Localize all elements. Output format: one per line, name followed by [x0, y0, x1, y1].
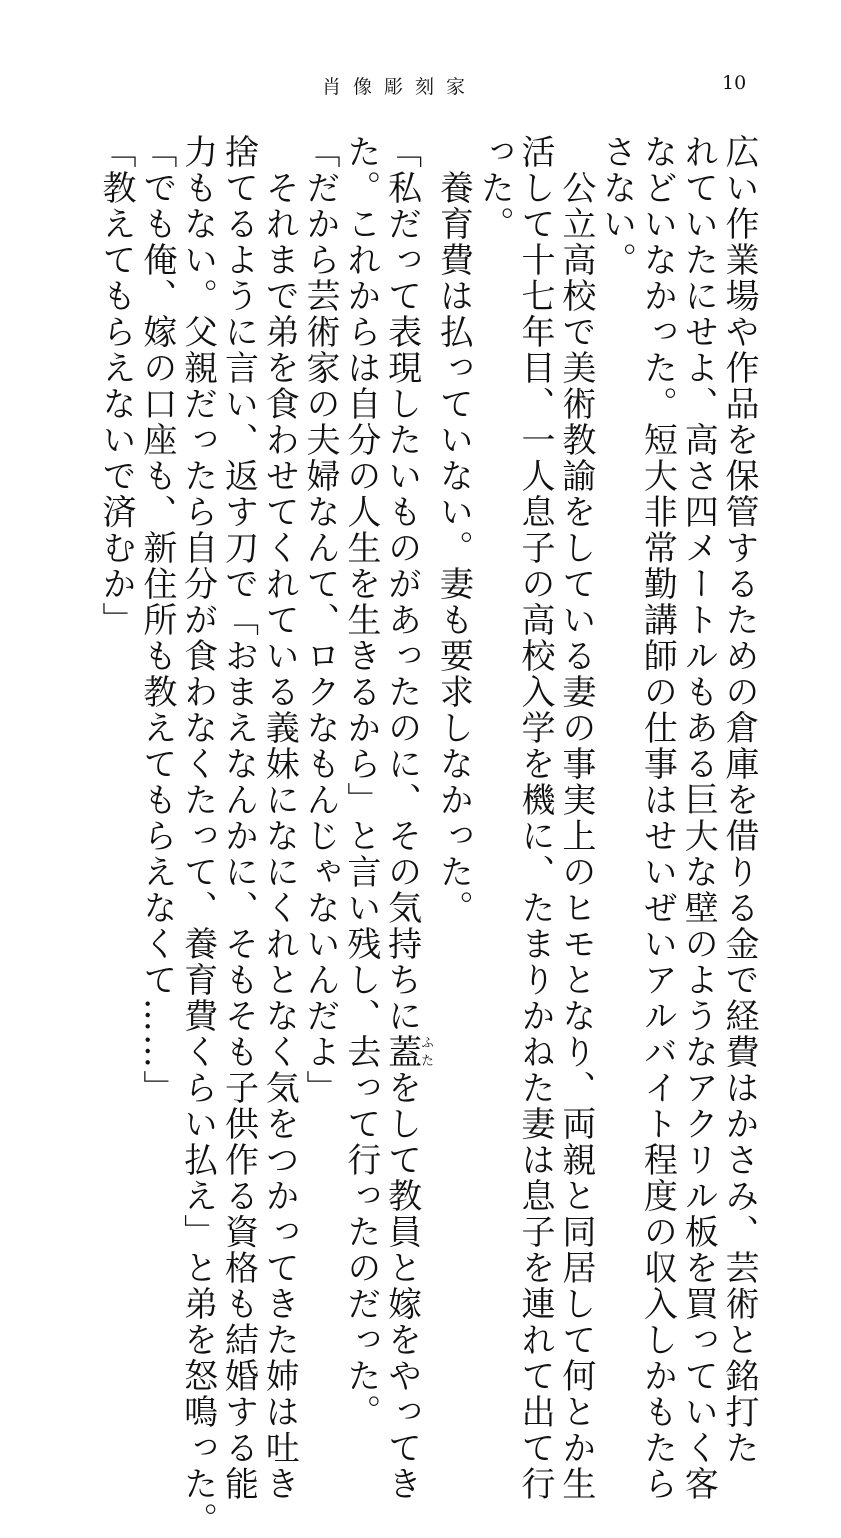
text-line-with-ruby: [381, 134, 434, 1502]
text-line: 「だから芸術家の夫婦なんて、ロクなもんじゃないんだよ」: [300, 134, 341, 1106]
text-segment: をして教員と嫁をやってき: [381, 1070, 422, 1502]
text-line: さない。: [596, 134, 637, 278]
text-line: 捨てるように言い、返す刀で「おまえなんかに、そもそも子供作る資格も結婚する能: [218, 134, 259, 1502]
ruby-word: [381, 1034, 434, 1070]
text-line: 活して十七年目、一人息子の高校入学を機に、たまりかねた妻は息子を連れて出て行: [515, 134, 556, 1502]
book-title: 肖像彫刻家: [322, 76, 478, 98]
text-line: った。: [474, 134, 515, 242]
text-line: 「でも俺、嫁の口座も、新住所も教えてもらえなくて……」: [136, 134, 177, 1106]
ruby-base: 蓋: [381, 1034, 422, 1070]
text-segment: 「私だって表現したいものがあったのに、その気持ちに: [381, 134, 422, 1034]
text-line: それまで弟を食わせてくれている義妹になにくれとなく気をつかってきた姉は吐き: [259, 134, 300, 1502]
text-line: 「教えてもらえないで済むか」: [96, 134, 137, 638]
text-line: などいなかった。短大非常勤講師の仕事はせいぜいアルバイト程度の収入しかもたら: [637, 134, 678, 1502]
text-line: 養育費は払っていない。妻も要求しなかった。: [433, 134, 474, 926]
page-number: 10: [722, 72, 747, 94]
text-line: 力もない。父親だったら自分が食わなくたって、養育費くらい払え」と弟を怒鳴った。: [177, 134, 218, 1538]
text-line: 公立高校で美術教諭をしている妻の事実上のヒモとなり、両親と同居して何とか生: [555, 134, 596, 1502]
ruby-reading: ふた: [418, 1034, 434, 1070]
text-line: た。これからは自分の人生を生きるから」と言い残し、去って行ったのだった。: [340, 134, 381, 1430]
text-line: れていたにせよ、高さ四メートルもある巨大な壁のようなアクリル板を買っていく客: [678, 134, 719, 1502]
body-text: [95, 134, 759, 1538]
text-line: 広い作業場や作品を保管するための倉庫を借りる金で経費はかさみ、芸術と銘打た: [719, 134, 759, 1466]
